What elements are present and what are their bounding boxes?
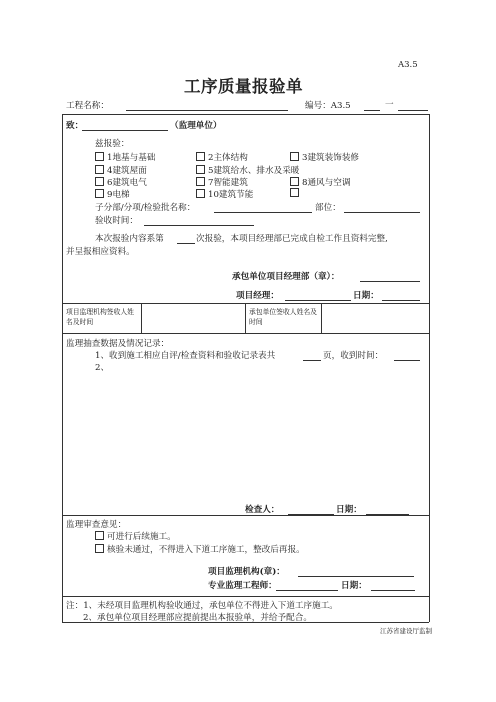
checkbox-icon xyxy=(290,177,299,186)
checkbox-icon xyxy=(95,531,104,540)
dept-label: 承包单位项目经理部（章）： xyxy=(232,272,340,282)
to-label: 致： xyxy=(66,121,84,131)
option-7[interactable]: 7智能建筑 xyxy=(196,176,248,188)
option-6[interactable]: 6建筑电气 xyxy=(95,176,147,188)
report-count-field[interactable] xyxy=(177,243,195,244)
to-unit-suffix: （监理单位） xyxy=(170,121,222,131)
statement-part-1: 本次报验内容系第 xyxy=(95,234,164,244)
option-3[interactable]: 3建筑装饰装修 xyxy=(290,151,359,163)
inspection-title: 监理抽查数据及情况记录： xyxy=(66,339,170,349)
manager-field[interactable] xyxy=(285,300,351,301)
checkbox-icon xyxy=(196,177,205,186)
contractor-receipt-field[interactable] xyxy=(322,304,428,332)
divider xyxy=(62,515,429,516)
received-time-field[interactable] xyxy=(394,360,420,361)
review-title: 监理审查意见： xyxy=(66,520,127,530)
statement-part-3: 并呈报相应资料。 xyxy=(66,247,135,257)
number-field-b[interactable] xyxy=(398,110,428,111)
inspector-label: 检查人： xyxy=(245,505,280,515)
table-bottom-border xyxy=(62,622,429,623)
number-field-a[interactable] xyxy=(364,110,380,111)
option-4[interactable]: 4建筑屋面 xyxy=(95,164,147,176)
note-1: 注：1、未经项目监理机构验收通过，承包单位不得进入下道工序施工。 xyxy=(66,601,338,611)
dept-seal-field[interactable] xyxy=(360,281,420,282)
option-8[interactable]: 8通风与空调 xyxy=(290,176,350,188)
manager-label: 项目经理： xyxy=(236,291,279,301)
table-right-border xyxy=(429,596,430,622)
review-option-1[interactable]: 可进行后续施工。 xyxy=(95,530,176,542)
supervision-seal-field[interactable] xyxy=(298,576,414,577)
number-label: 编号：A3.5 xyxy=(305,101,351,111)
checkbox-icon xyxy=(196,165,205,174)
option-other[interactable] xyxy=(290,188,302,199)
part-label: 部位： xyxy=(315,203,341,213)
statement-part-2: 次报验，本项目经理部已完成自检工作且资料完整, xyxy=(196,234,388,244)
report-intro: 兹报验： xyxy=(95,139,130,149)
checkbox-icon xyxy=(95,177,104,186)
footer-issuer: 江苏省建设厅监制 xyxy=(380,627,432,635)
checkbox-icon xyxy=(196,152,205,161)
option-1[interactable]: 1地基与基础 xyxy=(95,151,155,163)
checkbox-icon xyxy=(95,544,104,553)
form-code: A3.5 xyxy=(398,60,418,70)
divider xyxy=(245,303,246,333)
date-label-3: 日期： xyxy=(341,581,367,591)
checkbox-icon xyxy=(196,189,205,198)
date-field-3[interactable] xyxy=(371,590,415,591)
option-10[interactable]: 10建筑节能 xyxy=(196,188,253,200)
part-field[interactable] xyxy=(344,212,420,213)
inspection-item-1a: 1、收到施工相应自评/检查资料和验收记录表共 xyxy=(95,351,276,361)
checkbox-icon xyxy=(95,165,104,174)
supervision-org-label: 项目监理机构(章)： xyxy=(208,567,285,577)
engineer-label: 专业监理工程师： xyxy=(208,581,277,591)
page-title: 工序质量报验单 xyxy=(184,77,303,96)
option-9[interactable]: 9电梯 xyxy=(95,188,130,200)
table-right-border xyxy=(429,114,430,598)
checkbox-icon xyxy=(290,152,299,161)
batch-name-label: 子分部/分项/检验批名称： xyxy=(95,203,196,213)
contractor-receipt-label: 承包单位签收人姓名及时间 xyxy=(249,308,317,326)
engineer-field[interactable] xyxy=(276,590,338,591)
review-option-2[interactable]: 核验未通过，不得进入下道工序施工，整改后再报。 xyxy=(95,543,305,555)
option-5[interactable]: 5建筑给水、排水及采暖 xyxy=(196,164,299,176)
inspection-item-2: 2、 xyxy=(95,363,110,373)
batch-name-field[interactable] xyxy=(214,212,312,213)
number-separator: 一 xyxy=(385,100,394,110)
accept-time-label: 验收时间： xyxy=(95,216,138,226)
table-left-border xyxy=(62,596,63,622)
date-label-2: 日期： xyxy=(336,505,362,515)
note-2: 2、承包单位项目经理部应提前提出本报验单，并给予配合。 xyxy=(83,613,312,623)
supervisor-receipt-label: 项目监理机构签收人姓名及时间 xyxy=(66,308,134,326)
project-name-field[interactable] xyxy=(126,110,288,111)
inspection-item-1b: 页，收到时间： xyxy=(323,351,384,361)
checkbox-icon xyxy=(95,189,104,198)
option-2[interactable]: 2主体结构 xyxy=(196,151,248,163)
checkbox-icon xyxy=(95,152,104,161)
divider xyxy=(62,596,429,597)
divider xyxy=(62,333,429,334)
project-name-label: 工程名称： xyxy=(66,101,109,111)
date-field-1[interactable] xyxy=(382,300,420,301)
table-left-border xyxy=(62,114,63,598)
pages-field[interactable] xyxy=(303,360,321,361)
date-label-1: 日期： xyxy=(353,291,379,301)
checkbox-icon xyxy=(290,188,299,197)
to-unit-field[interactable] xyxy=(82,130,168,131)
accept-time-field[interactable] xyxy=(144,225,254,226)
table-top-border xyxy=(62,114,429,115)
supervisor-receipt-field[interactable] xyxy=(142,304,244,332)
